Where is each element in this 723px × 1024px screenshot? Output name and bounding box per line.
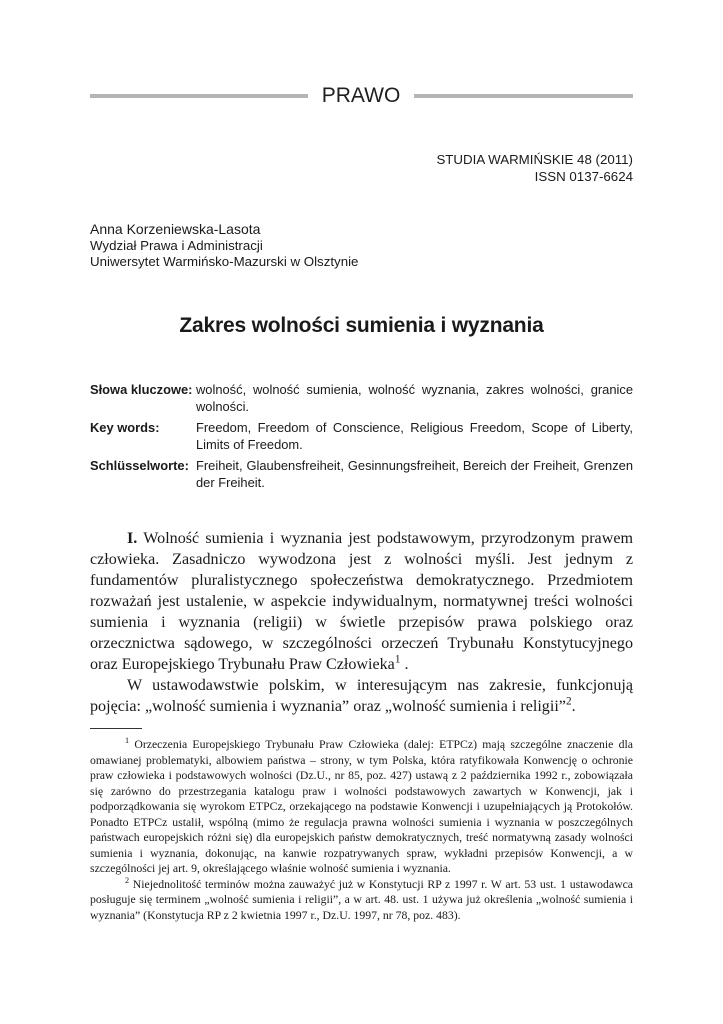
footnote-separator bbox=[90, 728, 142, 729]
keywords-row-polish bbox=[90, 381, 633, 415]
keywords-label: Key words: bbox=[90, 420, 160, 435]
footnote bbox=[90, 877, 633, 924]
header-rule-left bbox=[90, 94, 308, 98]
body-paragraph bbox=[90, 675, 633, 717]
author-university: Uniwersytet Warmińsko-Mazurski w Olsztynie bbox=[90, 254, 359, 269]
footnote-text: Niejednolitość terminów można zauważyć już w Konstytucji RP z 1997 r. W art. 53 ust. 1 ustawodawca posługuje się terminem „wolność sumienia i religii”, a w art. 48. ust. 1 używa już określenia „wolność sumienia i wyznania” (Konstytucja RP z 2 kwietnia 1997 r., Dz.U. 1997, nr 78, poz. 483). bbox=[90, 877, 633, 922]
author-faculty: Wydział Prawa i Administracji bbox=[90, 237, 263, 253]
keywords-value: Freiheit, Glaubensfreiheit, Gesinnungsfreiheit, Bereich der Freiheit, Grenzen der Freiheit. bbox=[196, 458, 633, 490]
footnote-number: 2 bbox=[125, 875, 130, 885]
keywords-value: Freedom, Freedom of Conscience, Religious Freedom, Scope of Liberty, Limits of Freedom. bbox=[196, 420, 633, 452]
body-text bbox=[90, 528, 633, 717]
journal-name: STUDIA WARMIŃSKIE 48 (2011) bbox=[436, 152, 633, 167]
paragraph-end: . bbox=[571, 698, 576, 715]
journal-info bbox=[436, 152, 633, 185]
keywords-label: Słowa kluczowe: bbox=[90, 382, 193, 397]
body-paragraph bbox=[90, 528, 633, 675]
footnote-ref[interactable]: 1 bbox=[394, 653, 401, 666]
footnotes bbox=[90, 737, 633, 923]
keywords-row-german bbox=[90, 457, 633, 491]
footnote-ref[interactable]: 2 bbox=[565, 695, 572, 708]
footnote bbox=[90, 737, 633, 877]
keywords-section bbox=[90, 381, 633, 495]
keywords-value: wolność, wolność sumienia, wolność wyznania, zakres wolności, granice wolności. bbox=[196, 382, 633, 414]
section-number: I. bbox=[127, 530, 138, 547]
paragraph-text: Wolność sumienia i wyznania jest podstawowym, przyrodzonym prawem człowieka. Zasadniczo wywodzona jest z wolności myśli. Jest jednym z fundamentów pluralistycznego społeczeństwa demokratycznego. Przedmiotem rozważań jest ustalenie, w aspekcie indywidualnym, normatywnej treści wolności sumienia i wyznania (religii) w świetle przepisów prawa polskiego oraz orzecznictwa sądowego, w szczególności orzeczeń Trybunału Konstytucyjnego oraz Europejskiego Trybunału Praw Człowieka bbox=[90, 530, 633, 673]
section-title: PRAWO bbox=[321, 84, 401, 107]
journal-issn: ISSN 0137-6624 bbox=[534, 168, 633, 184]
keywords-label: Schlüsselworte: bbox=[90, 458, 189, 473]
footnote-number: 1 bbox=[125, 736, 130, 746]
paragraph-text: W ustawodawstwie polskim, w interesującym nas zakresie, funkcjonują pojęcia: „wolność sumienia i wyznania” oraz „wolność sumienia i religii” bbox=[90, 677, 633, 715]
footnote-text: Orzeczenia Europejskiego Trybunału Praw Człowieka (dalej: ETPCz) mają szczególne znaczenie dla omawianej problematyki, albowiem państwa – strony, w tym Polska, która ratyfikowała Konwencję o ochronie praw człowieka i podstawowych wolności (Dz.U., nr 85, poz. 427) ustawą z 2 października 1992 r., zobowiązała się zarówno do przestrzegania katalogu praw i wolności podstawowych zawartych w Konwencji, jak i podporządkowania się wyrokom ETPCz, orzekającego na podstawie Konwencji i uzupełniających ją Protokołów. Ponadto ETPCz ustalił, wspólną (mimo że regulacja prawna wolności sumienia i wyznania w poszczególnych państwach europejskich różni się) dla europejskich państw demokratycznych, treść normatywną zasady wolności sumienia i wyznania, dokonując, na kanwie rozpatrywanych spraw, wykładni przepisów Konwencji, a w szczególności jej art. 9, określającego właśnie wolność sumienia i wyznania. bbox=[90, 738, 633, 875]
article-title: Zakres wolności sumienia i wyznania bbox=[179, 314, 544, 337]
header-rule-right bbox=[414, 94, 633, 98]
author-name: Anna Korzeniewska-Lasota bbox=[90, 221, 261, 237]
paragraph-end: . bbox=[400, 656, 409, 673]
keywords-row-english bbox=[90, 419, 633, 453]
section-header bbox=[90, 84, 633, 108]
author-block bbox=[90, 221, 358, 271]
